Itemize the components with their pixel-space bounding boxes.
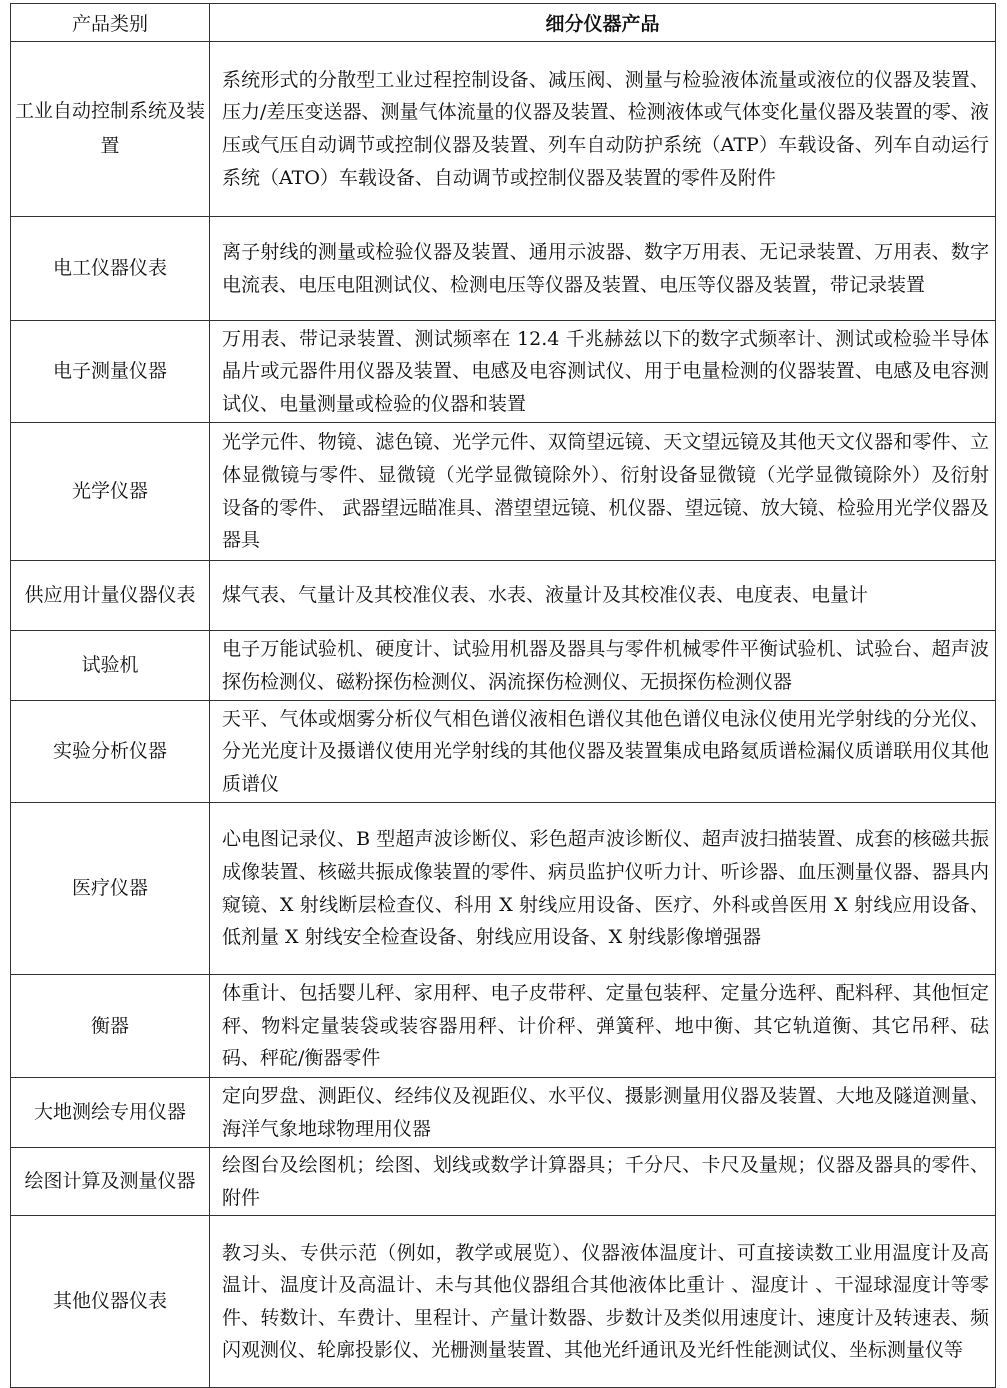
table-row xyxy=(11,1216,996,1388)
table-header-row xyxy=(11,4,996,42)
table-row xyxy=(11,1078,996,1148)
category-cell: 绘图计算及测量仪器 xyxy=(11,1148,210,1216)
table-row xyxy=(11,1148,996,1216)
table-row xyxy=(11,217,996,321)
category-cell: 实验分析仪器 xyxy=(11,701,210,803)
products-cell: 教习头、专供示范（例如，教学或展览）、仪器液体温度计、可直接读数工业用温度计及高温计、温度计及高温计、未与其他仪器组合其他液体比重计 、湿度计 、干湿球湿度计等零件、转数计、车费计、里程计、产量计数器、步数计及类似用速度计、速度计及转速表、频闪观测仪、轮廓投影仪、光栅测量装置、其他光纤通讯及光纤性能测试仪、坐标测量仪等 xyxy=(210,1216,996,1388)
category-cell: 衡器 xyxy=(11,975,210,1078)
category-cell: 电工仪器仪表 xyxy=(11,217,210,321)
products-cell: 体重计、包括婴儿秤、家用秤、电子皮带秤、定量包装秤、定量分选秤、配料秤、其他恒定秤、物料定量装袋或装容器用秤、计价秤、弹簧秤、地中衡、其它轨道衡、其它吊秤、砝码、秤砣/衡器零件 xyxy=(210,975,996,1078)
products-cell: 定向罗盘、测距仪、经纬仪及视距仪、水平仪、摄影测量用仪器及装置、大地及隧道测量、海洋气象地球物理用仪器 xyxy=(210,1078,996,1148)
category-cell: 光学仪器 xyxy=(11,423,210,561)
category-cell: 其他仪器仪表 xyxy=(11,1216,210,1388)
table-row xyxy=(11,701,996,803)
table-row xyxy=(11,803,996,975)
instrument-product-table xyxy=(10,3,996,1388)
products-cell: 天平、气体或烟雾分析仪气相色谱仪液相色谱仪其他色谱仪电泳仪使用光学射线的分光仪、分光光度计及摄谱仪使用光学射线的其他仪器及装置集成电路氦质谱检漏仪质谱联用仪其他质谱仪 xyxy=(210,701,996,803)
category-cell: 试验机 xyxy=(11,631,210,701)
table-row xyxy=(11,42,996,217)
table-row xyxy=(11,423,996,561)
table-row xyxy=(11,975,996,1078)
products-cell: 万用表、带记录装置、测试频率在 12.4 千兆赫兹以下的数字式频率计、测试或检验半导体晶片或元器件用仪器及装置、电感及电容测试仪、用于电量检测的仪器装置、电感及电容测试仪、电量测量或检验的仪器和装置 xyxy=(210,321,996,423)
table-row xyxy=(11,561,996,631)
products-cell: 煤气表、气量计及其校准仪表、水表、液量计及其校准仪表、电度表、电量计 xyxy=(210,561,996,631)
header-category: 产品类别 xyxy=(11,4,210,42)
table-row xyxy=(11,321,996,423)
products-cell: 离子射线的测量或检验仪器及装置、通用示波器、数字万用表、无记录装置、万用表、数字电流表、电压电阻测试仪、检测电压等仪器及装置、电压等仪器及装置，带记录装置 xyxy=(210,217,996,321)
products-cell: 系统形式的分散型工业过程控制设备、减压阀、测量与检验液体流量或液位的仪器及装置、压力/差压变送器、测量气体流量的仪器及装置、检测液体或气体变化量仪器及装置的零、液压或气压自动调节或控制仪器及装置、列车自动防护系统（ATP）车载设备、列车自动运行系统（ATO）车载设备、自动调节或控制仪器及装置的零件及附件 xyxy=(210,42,996,217)
category-cell: 工业自动控制系统及装置 xyxy=(11,42,210,217)
products-cell: 电子万能试验机、硬度计、试验用机器及器具与零件机械零件平衡试验机、试验台、超声波探伤检测仪、磁粉探伤检测仪、涡流探伤检测仪、无损探伤检测仪器 xyxy=(210,631,996,701)
table-row xyxy=(11,631,996,701)
products-cell: 光学元件、物镜、滤色镜、光学元件、双筒望远镜、天文望远镜及其他天文仪器和零件、立体显微镜与零件、显微镜（光学显微镜除外）、衍射设备显微镜（光学显微镜除外）及衍射设备的零件、 武器望远瞄准具、潜望望远镜、机仪器、望远镜、放大镜、检验用光学仪器及器具 xyxy=(210,423,996,561)
category-cell: 供应用计量仪器仪表 xyxy=(11,561,210,631)
header-products: 细分仪器产品 xyxy=(210,4,996,42)
products-cell: 绘图台及绘图机；绘图、划线或数学计算器具；千分尺、卡尺及量规；仪器及器具的零件、附件 xyxy=(210,1148,996,1216)
category-cell: 电子测量仪器 xyxy=(11,321,210,423)
category-cell: 医疗仪器 xyxy=(11,803,210,975)
category-cell: 大地测绘专用仪器 xyxy=(11,1078,210,1148)
products-cell: 心电图记录仪、B 型超声波诊断仪、彩色超声波诊断仪、超声波扫描装置、成套的核磁共振成像装置、核磁共振成像装置的零件、病员监护仪听力计、听诊器、血压测量仪器、器具内窥镜、X 射线断层检查仪、科用 X 射线应用设备、医疗、外科或兽医用 X 射线应用设备、低剂量 X 射线安全检查设备、射线应用设备、X 射线影像增强器 xyxy=(210,803,996,975)
